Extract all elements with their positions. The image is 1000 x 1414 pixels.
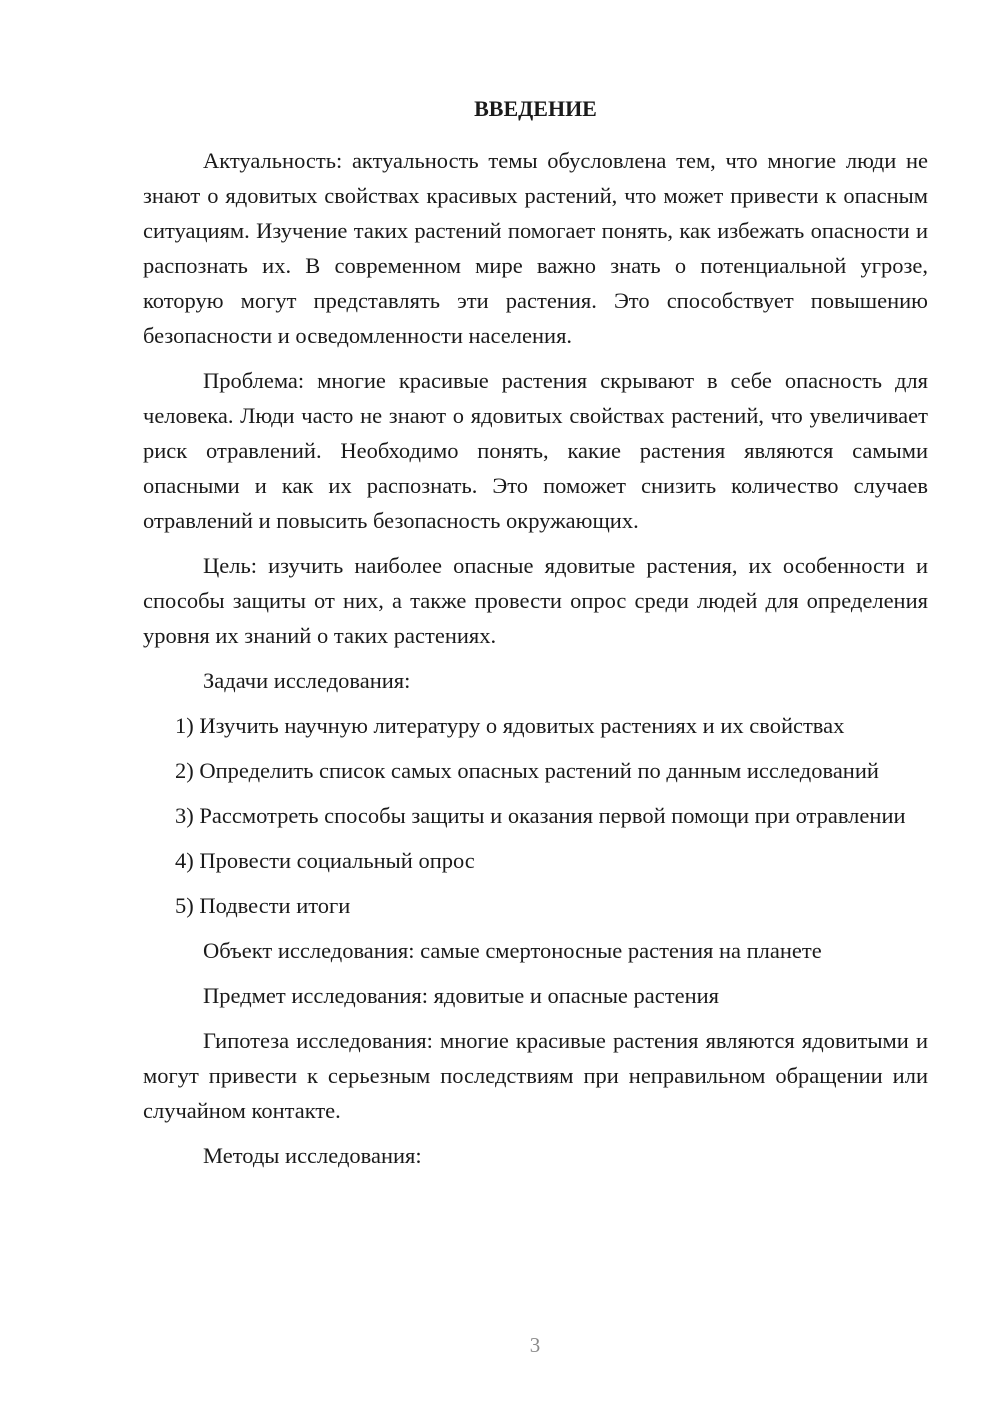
task-item-3: 3) Рассмотреть способы защиты и оказания первой помощи при отравлении [175, 803, 906, 828]
methods-title: Методы исследования: [203, 1143, 422, 1168]
subject-paragraph: Предмет исследования: ядовитые и опасные растения [203, 983, 720, 1008]
document-page [143, 94, 928, 1183]
goal-paragraph: Цель: изучить наиболее опасные ядовитые растения, их особенности и способы защиты от них, а также провести опрос среди людей для определения уровня их знаний о таких растениях. [143, 553, 928, 648]
task-item-4: 4) Провести социальный опрос [175, 848, 475, 873]
relevance-paragraph: Актуальность: актуальность темы обусловлена тем, что многие люди не знают о ядовитых свойствах красивых растений, что может привести к опасным ситуациям. Изучение таких растений помогает понять, как избежать опасности и распознать их. В современном мире важно знать о потенциальной угрозе, которую могут представлять эти растения. Это способствует повышению безопасности и осведомленности населения. [143, 148, 928, 348]
page-number: 3 [529, 1333, 541, 1357]
tasks-title: Задачи исследования: [203, 668, 411, 693]
hypothesis-paragraph: Гипотеза исследования: многие красивые растения являются ядовитыми и могут привести к серьезным последствиям при неправильном обращении или случайном контакте. [143, 1028, 928, 1123]
section-heading: ВВЕДЕНИЕ [474, 96, 597, 121]
object-paragraph: Объект исследования: самые смертоносные растения на планете [203, 938, 822, 963]
task-item-2: 2) Определить список самых опасных растений по данным исследований [175, 758, 879, 783]
task-item-1: 1) Изучить научную литературу о ядовитых растениях и их свойствах [175, 713, 845, 738]
task-item-5: 5) Подвести итоги [175, 893, 351, 918]
problem-paragraph: Проблема: многие красивые растения скрывают в себе опасность для человека. Люди часто не знают о ядовитых свойствах растений, что увеличивает риск отравлений. Необходимо понять, какие растения являются самыми опасными и как их распознать. Это поможет снизить количество случаев отравлений и повысить безопасность окружающих. [143, 368, 928, 533]
